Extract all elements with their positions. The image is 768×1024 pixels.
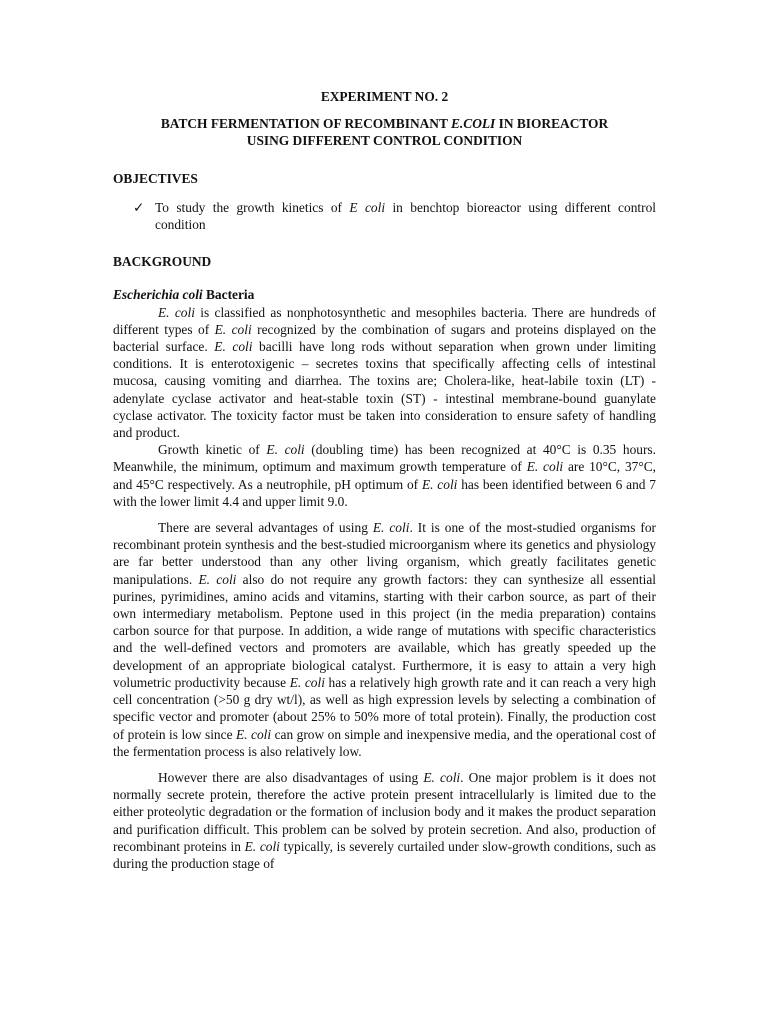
paragraph-2	[113, 441, 656, 510]
organism-name: E. coli	[214, 339, 253, 355]
objective-organism: E coli	[349, 199, 386, 215]
experiment-number: EXPERIMENT NO. 2	[320, 89, 449, 104]
organism-name: E. coli	[423, 769, 461, 785]
paragraph-text: However there are also disadvantages of using	[158, 769, 424, 785]
title-line-2: USING DIFFERENT CONTROL CONDITION	[246, 133, 523, 149]
subheading-text: Bacteria	[202, 287, 255, 303]
title-line-1	[161, 116, 608, 131]
paragraph-text: recognized by the combination of sugars and proteins displayed on the bacterial surface.	[113, 321, 656, 355]
organism-name: E. coli	[266, 442, 305, 458]
objective-part: To study the growth kinetics of	[155, 199, 350, 215]
paragraph-text: There are several advantages of using	[158, 520, 373, 536]
document-title	[113, 115, 656, 149]
objective-text	[155, 199, 656, 233]
paragraph-text: . It is one of the most-studied organisms for recombinant protein synthesis and the best-studied microorganism where its genetics and physiology are far better understood than any other living organism, which greatly facilitates genetic manipulations.	[113, 520, 656, 587]
paragraph-text: Growth kinetic of	[158, 442, 267, 458]
paragraph-text: can grow on simple and inexpensive media, and the operational cost of the fermentation process is also relatively low.	[113, 726, 656, 759]
organism-name: E. coli	[198, 571, 237, 587]
organism-name: E. coli	[236, 726, 272, 742]
paragraph-1	[113, 304, 656, 442]
background-heading: BACKGROUND	[113, 254, 212, 270]
paragraph-text: also do not require any growth factors: they can synthesize all essential purines, pyrimidines, amino acids and vitamins, starting with their carbon source, as part of their own intermediary metabolism. Peptone used in this project (in the media preparation) contains carbon source for that purpose. In addition, a wide range of mutations with specific characteristics and the well-defined vectors and promoters are available, which has greatly speeded up the development of an appropriate biological catalyst. Furthermore, it is easy to attain a very high volumetric productivity because	[113, 571, 656, 690]
title-text: BATCH FERMENTATION OF RECOMBINANT	[160, 116, 451, 132]
checkmark-icon: ✓	[133, 199, 145, 215]
organism-name: E. coli	[372, 520, 410, 536]
organism-name: E. coli	[214, 321, 252, 337]
paragraph-text: has a relatively high growth rate and it can reach a very high cell concentration (>50 g dry wt/l), as well as high expression levels by selecting a combination of specific vector and promoter (about 25% to 50% more of total protein). Finally, the production cost of protein is low since	[113, 674, 656, 742]
paragraph-text: is classified as nonphotosynthetic and mesophiles bacteria. There are hundreds of different types of	[113, 304, 656, 337]
organism-name: E. coli	[158, 304, 195, 320]
organism-name: E. coli	[526, 459, 564, 475]
objectives-heading: OBJECTIVES	[113, 170, 198, 186]
organism-name: E. coli	[421, 476, 458, 492]
organism-name: E. coli	[244, 838, 280, 854]
title-organism: E.COLI	[451, 116, 496, 132]
paragraph-text: bacilli have long rods without separation when grown under limiting conditions. It is enterotoxigenic – secretes toxins that specifically affecting cells of intestinal mucosa, causing vomiting and diarrhea. The toxins are; Cholera-like, heat-labile toxin (LT) - adenylate cyclase activator and heat-stable toxin (ST) - intestinal membrane-bound guanylate cyclase activator. The toxicity factor must be taken into consideration to ensure safety of handling and product.	[113, 339, 656, 441]
paragraph-text: typically, is severely curtailed under slow-growth conditions, such as during the production stage of	[113, 838, 656, 871]
objective-item	[113, 199, 656, 233]
paragraph-text: are 10°C, 37°C, and 45°C respectively. As a neutrophile, pH optimum of	[113, 459, 656, 492]
title-text: IN BIOREACTOR	[495, 116, 609, 132]
objective-part: in benchtop bioreactor using different control condition	[155, 199, 656, 233]
subheading-organism: Escherichia coli	[113, 287, 203, 303]
paragraph-3	[113, 519, 656, 760]
organism-name: E. coli	[289, 674, 325, 690]
paragraph-text: has been identified between 6 and 7 with the lower limit 4.4 and upper limit 9.0.	[113, 476, 656, 509]
paragraph-4	[113, 769, 656, 872]
paragraph-text: (doubling time) has been recognized at 40°C is 0.35 hours. Meanwhile, the minimum, optimum and maximum growth temperature of	[113, 442, 656, 475]
paragraph-text: . One major problem is it does not normally secrete protein, therefore the active protein present intracellularly is limited due to the either proteolytic degradation or the formation of inclusion body and it makes the product separation and purification difficult. This problem can be solved by protein secretion. And also, production of recombinant proteins in	[113, 769, 656, 854]
ecoli-subheading	[113, 286, 656, 303]
